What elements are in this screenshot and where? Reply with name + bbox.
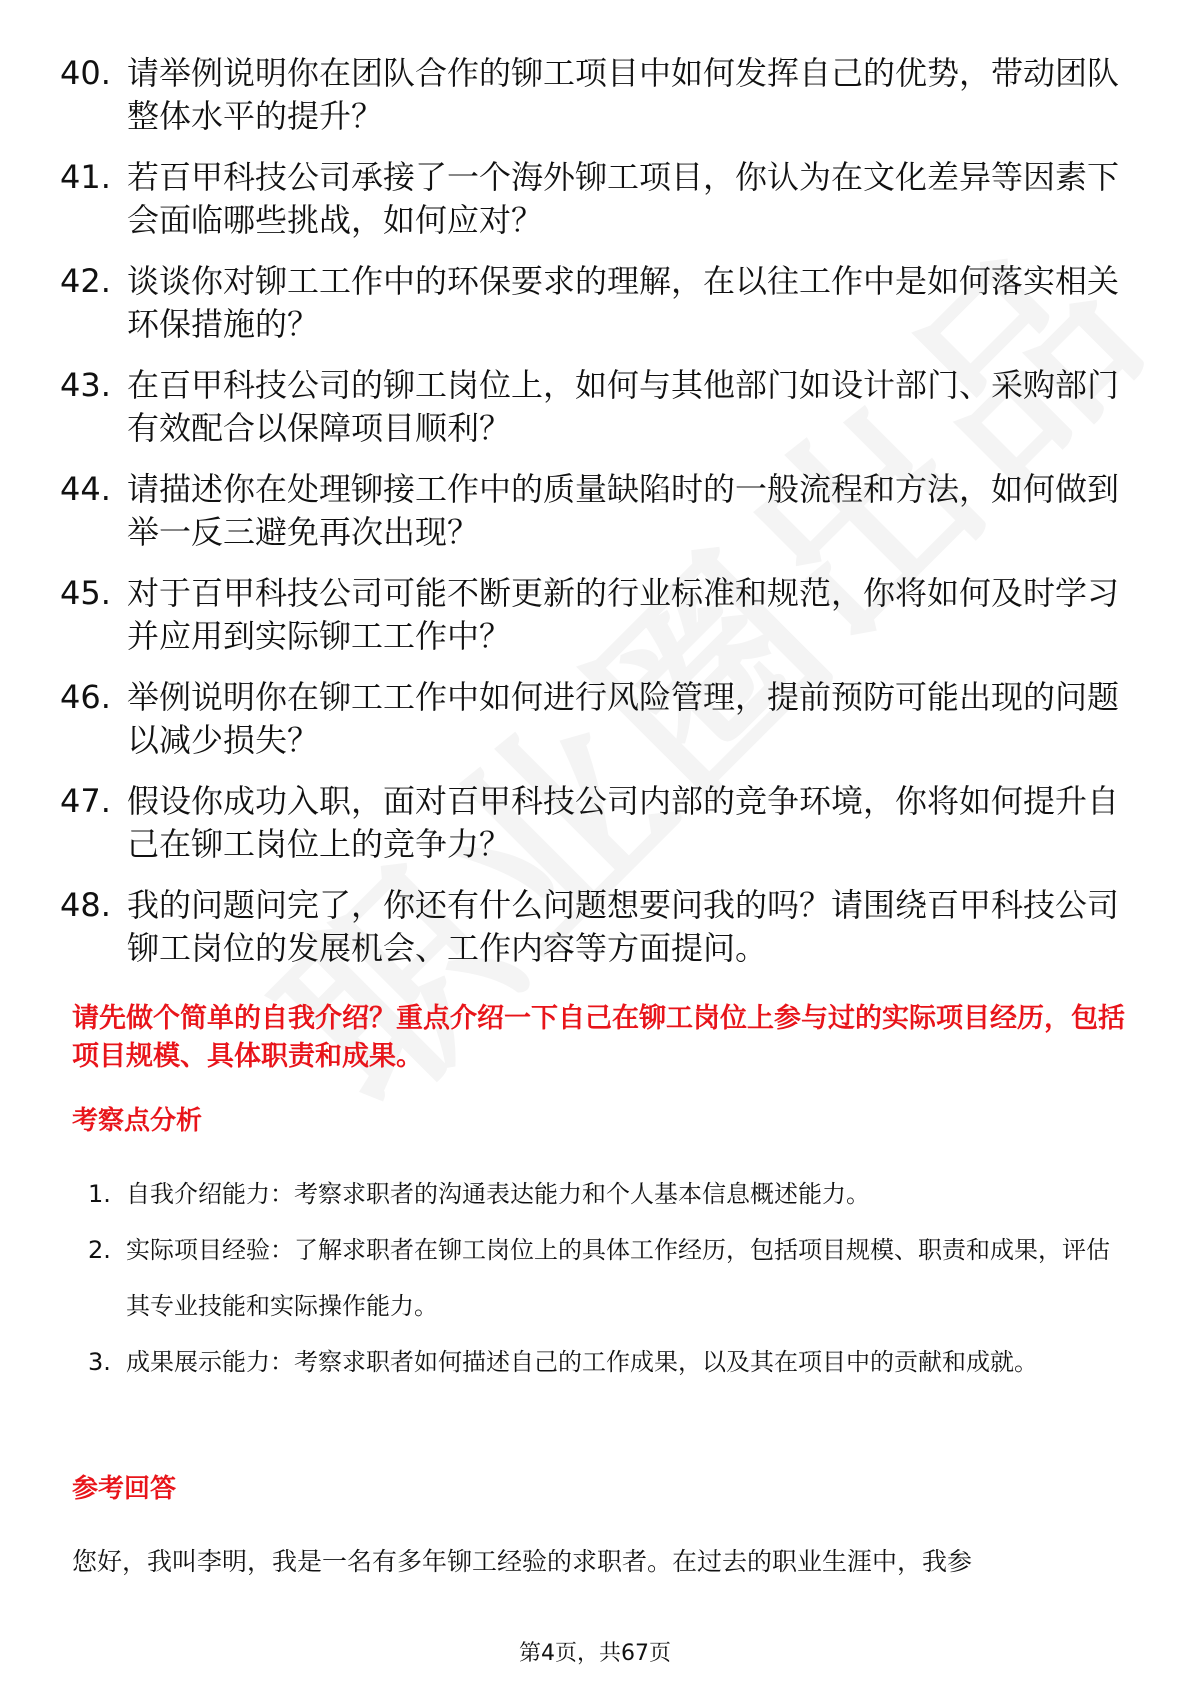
question-number: 46. (60, 678, 111, 716)
question-item (60, 572, 1120, 658)
question-number: 41. (60, 158, 111, 196)
question-number: 45. (60, 574, 111, 612)
answer-text: 您好，我叫李明，我是一名有多年铆工经验的求职者。在过去的职业生涯中，我参 (72, 1547, 973, 1576)
analysis-text: 实际项目经验：了解求职者在铆工岗位上的具体工作经历，包括项目规模、职责和成果，评估其专业技能和实际操作能力。 (126, 1236, 1110, 1320)
question-number: 42. (60, 262, 111, 300)
question-list (60, 52, 1120, 988)
question-item (60, 676, 1120, 762)
question-text: 请描述你在处理铆接工作中的质量缺陷时的一般流程和方法，如何做到举一反三避免再次出现？ (127, 470, 1120, 551)
highlight-question: 请先做个简单的自我介绍？重点介绍一下自己在铆工岗位上参与过的实际项目经历，包括项目规模、具体职责和成果。 (72, 1003, 1125, 1072)
question-text: 我的问题问完了，你还有什么问题想要问我的吗？请围绕百甲科技公司铆工岗位的发展机会、工作内容等方面提问。 (127, 886, 1120, 967)
analysis-text: 自我介绍能力：考察求职者的沟通表达能力和个人基本信息概述能力。 (126, 1180, 870, 1208)
question-item (60, 780, 1120, 866)
answer-heading: 参考回答 (72, 1474, 177, 1504)
question-number: 43. (60, 366, 111, 404)
question-item (60, 156, 1120, 242)
analysis-item (72, 1222, 1120, 1334)
question-item (60, 52, 1120, 138)
analysis-item (72, 1334, 1120, 1390)
question-number: 47. (60, 782, 111, 820)
question-text: 举例说明你在铆工工作中如何进行风险管理，提前预防可能出现的问题以减少损失？ (127, 678, 1120, 759)
analysis-heading: 考察点分析 (72, 1106, 203, 1136)
question-number: 40. (60, 54, 111, 92)
analysis-item (72, 1166, 1120, 1222)
question-text: 请举例说明你在团队合作的铆工项目中如何发挥自己的优势，带动团队整体水平的提升？ (127, 54, 1120, 135)
question-text: 谈谈你对铆工工作中的环保要求的理解，在以往工作中是如何落实相关环保措施的？ (127, 262, 1120, 343)
question-text: 对于百甲科技公司可能不断更新的行业标准和规范，你将如何及时学习并应用到实际铆工工作中？ (127, 574, 1120, 655)
analysis-number: 3. (88, 1348, 111, 1376)
question-text: 在百甲科技公司的铆工岗位上，如何与其他部门如设计部门、采购部门有效配合以保障项目顺利？ (127, 366, 1120, 447)
question-item (60, 884, 1120, 970)
analysis-number: 2. (88, 1236, 111, 1264)
question-text: 若百甲科技公司承接了一个海外铆工项目，你认为在文化差异等因素下会面临哪些挑战，如何应对？ (127, 158, 1120, 239)
question-item (60, 364, 1120, 450)
question-item (60, 260, 1120, 346)
question-number: 44. (60, 470, 111, 508)
analysis-text: 成果展示能力：考察求职者如何描述自己的工作成果，以及其在项目中的贡献和成就。 (126, 1348, 1038, 1376)
analysis-list (72, 1166, 1120, 1390)
page-footer: 第4页，共67页 (519, 1641, 671, 1666)
question-item (60, 468, 1120, 554)
question-text: 假设你成功入职，面对百甲科技公司内部的竞争环境，你将如何提升自己在铆工岗位上的竞争力？ (127, 782, 1120, 863)
analysis-number: 1. (88, 1180, 111, 1208)
question-number: 48. (60, 886, 111, 924)
